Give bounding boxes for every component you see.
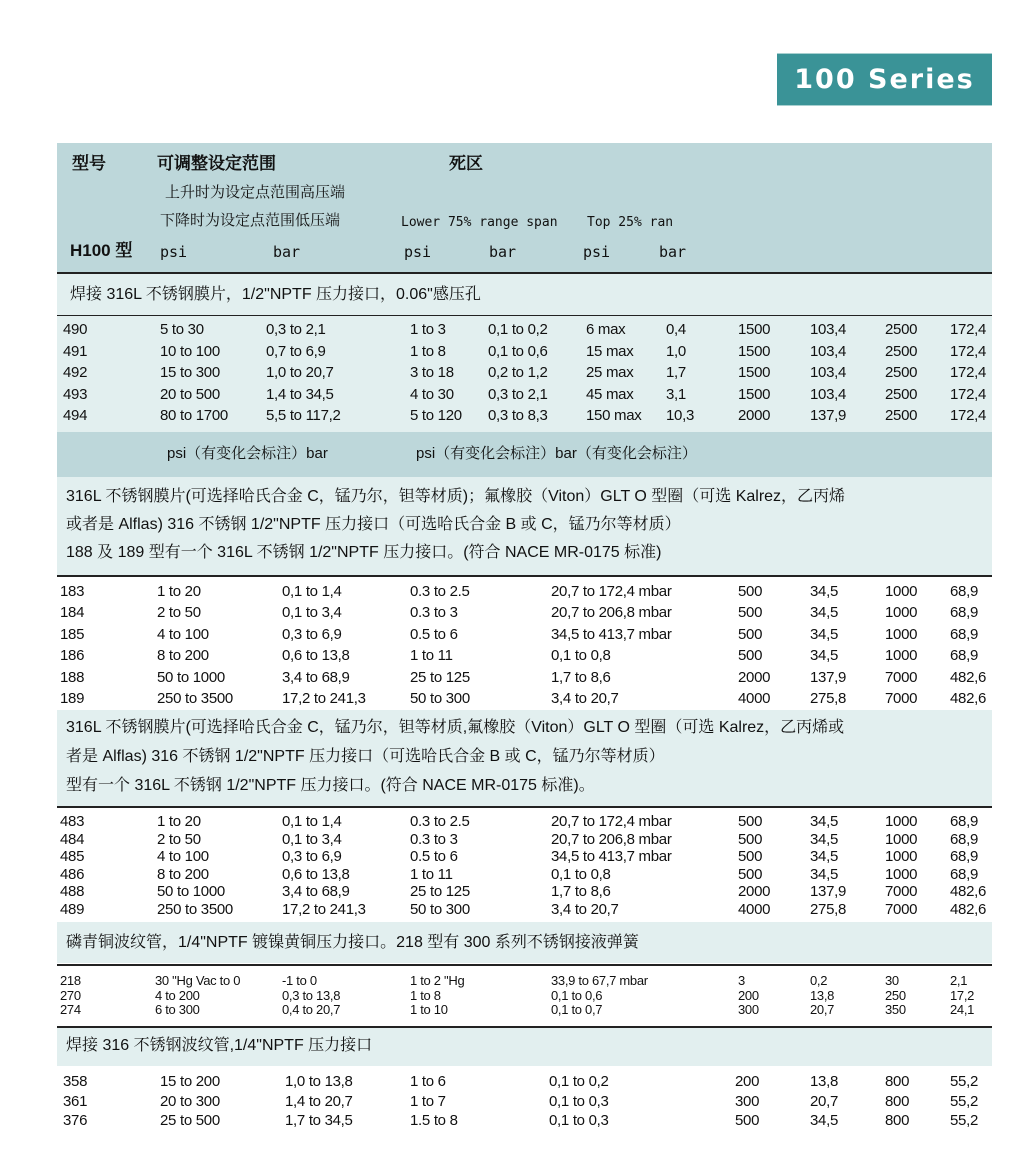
- value-cell: 34,5: [810, 583, 838, 600]
- header-lower-span: Lower 75% range span: [401, 215, 558, 230]
- value-cell: 0,3 to 6,9: [282, 625, 342, 643]
- value-cell: 2500: [885, 321, 918, 338]
- value-cell: 300: [735, 1092, 760, 1110]
- value-cell: 137,9: [810, 668, 847, 686]
- value-cell: 2 to 50: [157, 604, 201, 622]
- value-cell: 1,7: [666, 364, 686, 381]
- model-number-cell: 492: [63, 364, 88, 381]
- value-cell: 68,9: [950, 813, 978, 830]
- value-cell: 1,4 to 20,7: [285, 1092, 353, 1110]
- value-cell: 4 to 100: [157, 625, 209, 643]
- value-cell: 0,2: [810, 973, 828, 988]
- model-number-cell: 185: [60, 625, 85, 643]
- value-cell: 0.3 to 3: [410, 604, 458, 622]
- value-cell: 1,0 to 20,7: [266, 364, 334, 381]
- value-cell: 500: [738, 848, 763, 865]
- value-cell: 1,7 to 8,6: [551, 883, 611, 900]
- value-cell: 68,9: [950, 830, 978, 848]
- value-cell: 20,7 to 206,8 mbar: [551, 830, 672, 848]
- section2-desc-line: 316L 不锈钢膜片(可选择哈氏合金 C，锰乃尔，钽等材质)；氟橡胶（Viton）GLT O 型圈（可选 Kalrez，乙丙烯: [66, 488, 846, 505]
- value-cell: 34,5: [810, 865, 838, 883]
- value-cell: 172,4: [950, 321, 987, 338]
- value-cell: 0,4 to 20,7: [282, 1002, 341, 1018]
- value-cell: 15 max: [586, 342, 634, 360]
- value-cell: 2 to 50: [157, 830, 201, 848]
- value-cell: 0,2 to 1,2: [488, 364, 548, 381]
- model-number-cell: 484: [60, 830, 85, 848]
- value-cell: 80 to 1700: [160, 407, 228, 424]
- value-cell: 45 max: [586, 385, 634, 403]
- section3-desc-line: 316L 不锈钢膜片(可选择哈氏合金 C，锰乃尔，钽等材质,氟橡胶（Viton）GLT O 型圈（可选 Kalrez，乙丙烯或: [66, 719, 845, 736]
- unit-bar: bar: [659, 243, 687, 261]
- value-cell: 4000: [738, 690, 771, 707]
- value-cell: 0,1 to 1,4: [282, 583, 342, 600]
- value-cell: 3,4 to 68,9: [282, 668, 350, 686]
- value-cell: 34,5: [810, 625, 838, 643]
- value-cell: 1000: [885, 625, 918, 643]
- value-cell: 34,5 to 413,7 mbar: [551, 848, 672, 865]
- model-number-cell: 494: [63, 407, 88, 424]
- series-badge: 100 Series: [777, 53, 992, 106]
- model-number-cell: 493: [63, 385, 88, 403]
- value-cell: 1000: [885, 865, 918, 883]
- divider: [57, 575, 992, 577]
- value-cell: 1500: [738, 342, 771, 360]
- header-model: 型号: [72, 154, 106, 173]
- section2-desc-line: 188 及 189 型有一个 316L 不锈钢 1/2"NPTF 压力接口。(符合 NACE MR-0175 标准): [66, 544, 662, 561]
- section3-desc-line: 者是 Alflas) 316 不锈钢 1/2"NPTF 压力接口（可选哈氏合金 B 或 C，锰乃尔等材质）: [66, 748, 665, 765]
- value-cell: 0,1 to 0,2: [488, 321, 548, 338]
- value-cell: 8 to 200: [157, 647, 209, 665]
- value-cell: 200: [735, 1073, 760, 1090]
- value-cell: 800: [885, 1073, 910, 1090]
- value-cell: 3,1: [666, 385, 686, 403]
- value-cell: 1500: [738, 364, 771, 381]
- value-cell: 1,4 to 34,5: [266, 385, 334, 403]
- value-cell: 10,3: [666, 407, 694, 424]
- value-cell: 1,7 to 34,5: [285, 1112, 353, 1129]
- value-cell: 500: [735, 1112, 760, 1129]
- value-cell: 1000: [885, 830, 918, 848]
- value-cell: 2000: [738, 407, 771, 424]
- value-cell: 1 to 7: [410, 1092, 446, 1110]
- divider: [57, 964, 992, 966]
- value-cell: 500: [738, 830, 763, 848]
- value-cell: 55,2: [950, 1092, 978, 1110]
- value-cell: 250 to 3500: [157, 900, 233, 918]
- model-number-cell: 274: [60, 1002, 81, 1018]
- value-cell: 0,1 to 0,2: [549, 1073, 609, 1090]
- value-cell: 34,5: [810, 830, 838, 848]
- value-cell: 68,9: [950, 604, 978, 622]
- value-cell: 7000: [885, 690, 918, 707]
- model-number-cell: 358: [63, 1073, 88, 1090]
- value-cell: 3,4 to 20,7: [551, 690, 619, 707]
- value-cell: 1500: [738, 321, 771, 338]
- value-cell: 1 to 6: [410, 1073, 446, 1090]
- value-cell: 33,9 to 67,7 mbar: [551, 973, 648, 988]
- value-cell: 1 to 11: [410, 647, 453, 665]
- value-cell: 172,4: [950, 342, 987, 360]
- value-cell: 5,5 to 117,2: [266, 407, 341, 424]
- value-cell: 20,7 to 206,8 mbar: [551, 604, 672, 622]
- value-cell: 25 to 125: [410, 883, 470, 900]
- value-cell: 30: [885, 973, 899, 988]
- value-cell: 150 max: [586, 407, 642, 424]
- header-model-h100: H100 型: [70, 241, 133, 260]
- value-cell: 275,8: [810, 900, 847, 918]
- value-cell: 1000: [885, 583, 918, 600]
- value-cell: 20,7 to 172,4 mbar: [551, 583, 672, 600]
- unit-psi: psi: [404, 243, 432, 261]
- value-cell: 34,5: [810, 813, 838, 830]
- value-cell: 50 to 300: [410, 900, 470, 918]
- value-cell: 0,1 to 0,3: [549, 1112, 609, 1129]
- value-cell: 1 to 10: [410, 1002, 448, 1018]
- value-cell: 15 to 200: [160, 1073, 220, 1090]
- section4-title: 磷青铜波纹管，1/4"NPTF 镀镍黄铜压力接口。218 型有 300 系列不锈钢接液弹簧: [66, 934, 639, 951]
- value-cell: 3,4 to 68,9: [282, 883, 350, 900]
- model-number-cell: 270: [60, 987, 81, 1003]
- value-cell: 6 to 300: [155, 1002, 200, 1018]
- section2-desc-line: 或者是 Alflas) 316 不锈钢 1/2"NPTF 压力接口（可选哈氏合金 B 或 C，锰乃尔等材质）: [66, 516, 681, 533]
- value-cell: 1 to 8: [410, 987, 441, 1003]
- unit-psi: psi: [160, 243, 188, 261]
- model-number-cell: 483: [60, 813, 85, 830]
- model-number-cell: 489: [60, 900, 85, 918]
- value-cell: 50 to 1000: [157, 668, 225, 686]
- value-cell: 350: [885, 1002, 906, 1018]
- value-cell: 15 to 300: [160, 364, 220, 381]
- value-cell: 68,9: [950, 848, 978, 865]
- value-cell: 800: [885, 1092, 910, 1110]
- value-cell: 1000: [885, 647, 918, 665]
- value-cell: 482,6: [950, 883, 987, 900]
- value-cell: 5 to 120: [410, 407, 462, 424]
- value-cell: 200: [738, 987, 759, 1003]
- value-cell: 250: [885, 987, 906, 1003]
- value-cell: 500: [738, 813, 763, 830]
- model-number-cell: 183: [60, 583, 85, 600]
- value-cell: 20 to 500: [160, 385, 220, 403]
- model-number-cell: 188: [60, 668, 85, 686]
- value-cell: 0,3 to 8,3: [488, 407, 548, 424]
- value-cell: 500: [738, 625, 763, 643]
- value-cell: 0,1 to 1,4: [282, 813, 342, 830]
- value-cell: 800: [885, 1112, 910, 1129]
- section5-title: 焊接 316 不锈钢波纹管,1/4"NPTF 压力接口: [66, 1037, 373, 1054]
- value-cell: 0,7 to 6,9: [266, 342, 326, 360]
- value-cell: 172,4: [950, 407, 987, 424]
- value-cell: 1 to 11: [410, 865, 453, 883]
- value-cell: 137,9: [810, 883, 847, 900]
- value-cell: -1 to 0: [282, 973, 317, 988]
- model-number-cell: 361: [63, 1092, 88, 1110]
- value-cell: 103,4: [810, 385, 847, 403]
- value-cell: 2,1: [950, 973, 968, 988]
- value-cell: 2500: [885, 407, 918, 424]
- value-cell: 25 max: [586, 364, 634, 381]
- value-cell: 1500: [738, 385, 771, 403]
- value-cell: 4 to 100: [157, 848, 209, 865]
- value-cell: 20,7 to 172,4 mbar: [551, 813, 672, 830]
- value-cell: 34,5: [810, 1112, 838, 1129]
- value-cell: 55,2: [950, 1073, 978, 1090]
- value-cell: 0,4: [666, 321, 686, 338]
- header-deadband: 死区: [449, 154, 483, 173]
- value-cell: 68,9: [950, 583, 978, 600]
- model-number-cell: 485: [60, 848, 85, 865]
- value-cell: 0.5 to 6: [410, 625, 458, 643]
- value-cell: 0,6 to 13,8: [282, 647, 350, 665]
- section3-desc-line: 型有一个 316L 不锈钢 1/2"NPTF 压力接口。(符合 NACE MR-0175 标准)。: [66, 777, 595, 794]
- value-cell: 0.3 to 3: [410, 830, 458, 848]
- unit-bar: bar: [489, 243, 517, 261]
- value-cell: 482,6: [950, 900, 987, 918]
- value-cell: 7000: [885, 668, 918, 686]
- value-cell: 275,8: [810, 690, 847, 707]
- value-cell: 0,3 to 6,9: [282, 848, 342, 865]
- value-cell: 20 to 300: [160, 1092, 220, 1110]
- value-cell: 24,1: [950, 1002, 975, 1018]
- value-cell: 0,1 to 0,6: [488, 342, 548, 360]
- value-cell: 20,7: [810, 1092, 838, 1110]
- value-cell: 17,2 to 241,3: [282, 690, 366, 707]
- header-adjustable-range: 可调整设定范围: [157, 154, 276, 173]
- value-cell: 34,5: [810, 848, 838, 865]
- value-cell: 50 to 300: [410, 690, 470, 707]
- model-number-cell: 189: [60, 690, 85, 707]
- model-number-cell: 491: [63, 342, 88, 360]
- value-cell: 500: [738, 647, 763, 665]
- value-cell: 0,3 to 13,8: [282, 987, 341, 1003]
- units-bar-left: psi（有变化会标注）bar: [167, 445, 328, 462]
- value-cell: 4 to 200: [155, 987, 200, 1003]
- value-cell: 0,1 to 0,3: [549, 1092, 609, 1110]
- header-top-span: Top 25% ran: [587, 215, 674, 230]
- value-cell: 103,4: [810, 342, 847, 360]
- value-cell: 7000: [885, 883, 918, 900]
- value-cell: 2500: [885, 385, 918, 403]
- value-cell: 1,7 to 8,6: [551, 668, 611, 686]
- value-cell: 1,0 to 13,8: [285, 1073, 353, 1090]
- value-cell: 1000: [885, 813, 918, 830]
- value-cell: 1.5 to 8: [410, 1112, 458, 1129]
- model-number-cell: 486: [60, 865, 85, 883]
- value-cell: 1,0: [666, 342, 686, 360]
- value-cell: 5 to 30: [160, 321, 204, 338]
- value-cell: 103,4: [810, 364, 847, 381]
- value-cell: 2500: [885, 342, 918, 360]
- value-cell: 0,1 to 0,8: [551, 647, 611, 665]
- value-cell: 20,7: [810, 1002, 835, 1018]
- value-cell: 25 to 500: [160, 1112, 220, 1129]
- value-cell: 6 max: [586, 321, 626, 338]
- value-cell: 0,3 to 2,1: [488, 385, 548, 403]
- value-cell: 3: [738, 973, 745, 988]
- value-cell: 0,1 to 3,4: [282, 604, 342, 622]
- section1-title: 焊接 316L 不锈钢膜片，1/2"NPTF 压力接口，0.06"感压孔: [70, 286, 481, 303]
- value-cell: 1 to 2 "Hg: [410, 973, 465, 988]
- value-cell: 2000: [738, 883, 771, 900]
- value-cell: 50 to 1000: [157, 883, 225, 900]
- units-bar-right: psi（有变化会标注）bar（有变化会标注）: [416, 445, 697, 462]
- value-cell: 1 to 8: [410, 342, 446, 360]
- value-cell: 1000: [885, 604, 918, 622]
- value-cell: 34,5 to 413,7 mbar: [551, 625, 672, 643]
- value-cell: 0.3 to 2.5: [410, 583, 470, 600]
- value-cell: 2000: [738, 668, 771, 686]
- model-number-cell: 490: [63, 321, 88, 338]
- value-cell: 68,9: [950, 647, 978, 665]
- value-cell: 0.5 to 6: [410, 848, 458, 865]
- model-number-cell: 184: [60, 604, 85, 622]
- value-cell: 1000: [885, 848, 918, 865]
- value-cell: 250 to 3500: [157, 690, 233, 707]
- value-cell: 68,9: [950, 625, 978, 643]
- value-cell: 2500: [885, 364, 918, 381]
- header-rise-note: 上升时为设定点范围高压端: [165, 184, 346, 201]
- model-number-cell: 376: [63, 1112, 88, 1129]
- model-number-cell: 488: [60, 883, 85, 900]
- header-fall-note: 下降时为设定点范围低压端: [160, 212, 341, 229]
- value-cell: 8 to 200: [157, 865, 209, 883]
- value-cell: 30 "Hg Vac to 0: [155, 973, 241, 988]
- value-cell: 172,4: [950, 364, 987, 381]
- value-cell: 3,4 to 20,7: [551, 900, 619, 918]
- value-cell: 17,2 to 241,3: [282, 900, 366, 918]
- value-cell: 17,2: [950, 987, 975, 1003]
- value-cell: 300: [738, 1002, 759, 1018]
- value-cell: 500: [738, 604, 763, 622]
- value-cell: 4000: [738, 900, 771, 918]
- value-cell: 137,9: [810, 407, 847, 424]
- value-cell: 500: [738, 865, 763, 883]
- value-cell: 7000: [885, 900, 918, 918]
- value-cell: 34,5: [810, 604, 838, 622]
- value-cell: 103,4: [810, 321, 847, 338]
- value-cell: 55,2: [950, 1112, 978, 1129]
- value-cell: 0.3 to 2.5: [410, 813, 470, 830]
- value-cell: 482,6: [950, 690, 987, 707]
- unit-psi: psi: [583, 243, 611, 261]
- value-cell: 13,8: [810, 1073, 838, 1090]
- value-cell: 0,6 to 13,8: [282, 865, 350, 883]
- model-number-cell: 218: [60, 973, 81, 988]
- value-cell: 0,1 to 3,4: [282, 830, 342, 848]
- value-cell: 10 to 100: [160, 342, 220, 360]
- value-cell: 172,4: [950, 385, 987, 403]
- value-cell: 34,5: [810, 647, 838, 665]
- value-cell: 1 to 20: [157, 813, 201, 830]
- value-cell: 13,8: [810, 987, 835, 1003]
- value-cell: 1 to 20: [157, 583, 201, 600]
- divider: [57, 806, 992, 808]
- value-cell: 1 to 3: [410, 321, 446, 338]
- model-number-cell: 186: [60, 647, 85, 665]
- value-cell: 0,1 to 0,7: [551, 1002, 603, 1018]
- value-cell: 3 to 18: [410, 364, 454, 381]
- value-cell: 482,6: [950, 668, 987, 686]
- value-cell: 68,9: [950, 865, 978, 883]
- value-cell: 0,3 to 2,1: [266, 321, 326, 338]
- value-cell: 0,1 to 0,8: [551, 865, 611, 883]
- value-cell: 0,1 to 0,6: [551, 987, 603, 1003]
- value-cell: 4 to 30: [410, 385, 454, 403]
- value-cell: 25 to 125: [410, 668, 470, 686]
- unit-bar: bar: [273, 243, 301, 261]
- value-cell: 500: [738, 583, 763, 600]
